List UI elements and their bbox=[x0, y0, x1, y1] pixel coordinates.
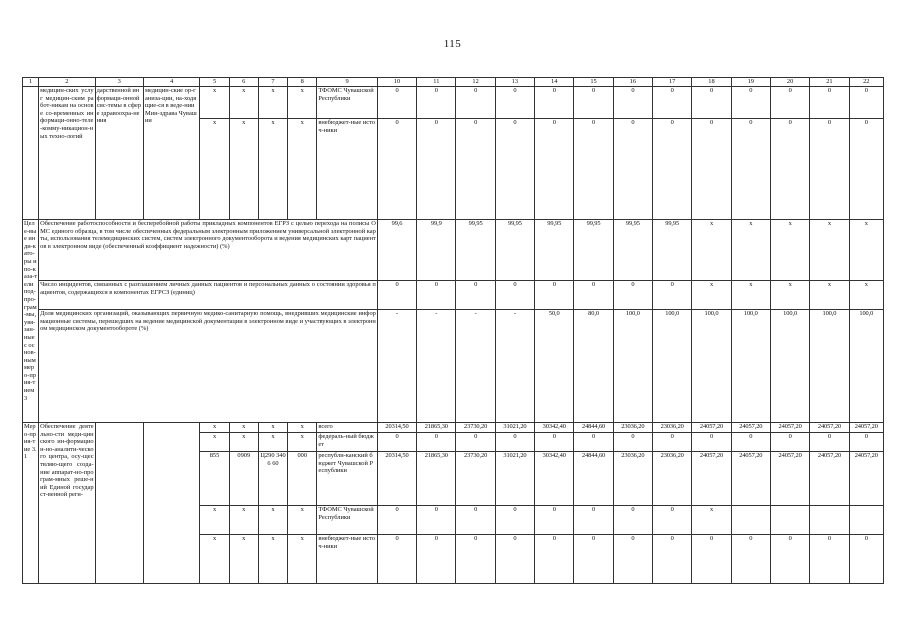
value-cell: 21865,30 bbox=[417, 423, 456, 433]
indicator-value-cell: 0 bbox=[535, 281, 574, 310]
value-cell: 0 bbox=[613, 119, 652, 220]
column-number-21: 21 bbox=[810, 78, 849, 87]
value-cell: 23036,20 bbox=[653, 423, 692, 433]
budget-code-cell: Ц290 3406 60 bbox=[258, 452, 287, 506]
value-cell: 0 bbox=[770, 119, 809, 220]
indicator-row bbox=[23, 281, 884, 310]
value-cell: 0 bbox=[653, 87, 692, 119]
column-number-20: 20 bbox=[770, 78, 809, 87]
value-cell: 0 bbox=[417, 119, 456, 220]
indicator-value-cell: 99,95 bbox=[495, 220, 534, 281]
indicator-value-cell: 0 bbox=[653, 281, 692, 310]
empty-cell bbox=[23, 87, 39, 220]
column-number-13: 13 bbox=[495, 78, 534, 87]
value-cell: 0 bbox=[535, 433, 574, 452]
budget-code-cell: x bbox=[288, 119, 317, 220]
indicators-label-cell: Целе-вые инди-като-ры и по-каза-тели под-про-грам-мы, увя-зан-ные с основ-ным меро-прия-тием 3 bbox=[23, 220, 39, 423]
value-cell: 0 bbox=[810, 87, 849, 119]
value-cell: 24844,60 bbox=[574, 452, 613, 506]
empty-cell bbox=[95, 423, 143, 584]
value-cell: 0 bbox=[849, 535, 883, 584]
funding-source-cell: ТФОМС Чувашской Республики bbox=[317, 506, 377, 535]
indicator-text-cell: Число инцидентов, связанных с разглашением личных данных пациентов и персональных данных о состоянии здоровья пациентов, содержащихся в компонентах ЕГРСЗ (единиц) bbox=[39, 281, 378, 310]
value-cell: 0 bbox=[495, 87, 534, 119]
value-cell: 0 bbox=[810, 119, 849, 220]
indicator-value-cell: - bbox=[417, 310, 456, 423]
indicator-text-cell: Обеспечение работоспособности и бесперебойной работы прикладных компонентов ЕГРЗ с целью перехода на полисы ОМС единого образца, в том числе обеспеченных федеральным электронным приложением универсальной электронной карты, использования телемедицинских систем, систем электронного документооборота и ведения медицинских карт пациентов в электронном виде (обеспеченный коэффициент надежности) (%) bbox=[39, 220, 378, 281]
value-cell: 0 bbox=[613, 87, 652, 119]
value-cell: 0 bbox=[692, 433, 731, 452]
value-cell: 0 bbox=[770, 433, 809, 452]
value-cell: 0 bbox=[613, 535, 652, 584]
event-label-cell: Меро-прия-тие 3.1 bbox=[23, 423, 39, 584]
indicator-value-cell: 99,95 bbox=[613, 220, 652, 281]
funding-source-cell: ТФОМС Чувашской Республики bbox=[317, 87, 377, 119]
event-row bbox=[23, 423, 884, 433]
column-number-19: 19 bbox=[731, 78, 770, 87]
value-cell: 23036,20 bbox=[613, 423, 652, 433]
indicator-value-cell: x bbox=[770, 220, 809, 281]
value-cell: 0 bbox=[456, 87, 495, 119]
budget-code-cell: x bbox=[258, 119, 287, 220]
indicator-row bbox=[23, 310, 884, 423]
indicator-value-cell: 0 bbox=[613, 281, 652, 310]
budget-code-cell: x bbox=[229, 433, 258, 452]
value-cell: 0 bbox=[495, 119, 534, 220]
column-number-4: 4 bbox=[143, 78, 199, 87]
value-cell: 0 bbox=[377, 506, 416, 535]
budget-code-cell: x bbox=[258, 535, 287, 584]
value-cell: 0 bbox=[613, 506, 652, 535]
participants-cell: медицин-ские ор-ганиза-ции, на-ходящие-ся в веде-нии Мин-здрава Чувашии bbox=[143, 87, 199, 220]
budget-code-cell: x bbox=[200, 433, 229, 452]
indicator-value-cell: x bbox=[810, 220, 849, 281]
budget-code-cell: x bbox=[288, 433, 317, 452]
budget-code-cell: x bbox=[200, 535, 229, 584]
value-cell: 0 bbox=[731, 119, 770, 220]
value-cell: 0 bbox=[417, 535, 456, 584]
funding-source-cell: федераль-ный бюджет bbox=[317, 433, 377, 452]
value-cell bbox=[849, 506, 883, 535]
indicator-value-cell: 100,0 bbox=[849, 310, 883, 423]
budget-code-cell: x bbox=[229, 506, 258, 535]
column-number-1: 1 bbox=[23, 78, 39, 87]
value-cell: 0 bbox=[731, 87, 770, 119]
budget-code-cell: x bbox=[200, 423, 229, 433]
value-cell: 0 bbox=[535, 119, 574, 220]
value-cell: 30342,40 bbox=[535, 423, 574, 433]
value-cell: 0 bbox=[495, 433, 534, 452]
value-cell: 24844,60 bbox=[574, 423, 613, 433]
column-number-2: 2 bbox=[39, 78, 95, 87]
value-cell: 23730,20 bbox=[456, 452, 495, 506]
value-cell: 0 bbox=[574, 535, 613, 584]
column-number-16: 16 bbox=[613, 78, 652, 87]
indicator-value-cell: - bbox=[377, 310, 416, 423]
value-cell bbox=[810, 506, 849, 535]
value-cell: 31021,20 bbox=[495, 452, 534, 506]
indicator-value-cell: x bbox=[770, 281, 809, 310]
column-number-22: 22 bbox=[849, 78, 883, 87]
indicator-value-cell: x bbox=[849, 281, 883, 310]
value-cell: 0 bbox=[653, 119, 692, 220]
value-cell: 20314,50 bbox=[377, 423, 416, 433]
value-cell: 0 bbox=[377, 87, 416, 119]
indicator-value-cell: 100,0 bbox=[731, 310, 770, 423]
empty-cell bbox=[143, 423, 199, 584]
value-cell: 0 bbox=[692, 119, 731, 220]
value-cell: 24057,20 bbox=[849, 423, 883, 433]
indicator-value-cell: 99,95 bbox=[574, 220, 613, 281]
indicator-value-cell: 100,0 bbox=[692, 310, 731, 423]
indicator-value-cell: 100,0 bbox=[653, 310, 692, 423]
budget-code-cell: x bbox=[200, 119, 229, 220]
budget-code-cell: x bbox=[288, 87, 317, 119]
budget-code-cell: x bbox=[258, 87, 287, 119]
budget-code-cell: x bbox=[229, 423, 258, 433]
value-cell: 0 bbox=[535, 87, 574, 119]
budget-code-cell: 000 bbox=[288, 452, 317, 506]
column-number-3: 3 bbox=[95, 78, 143, 87]
program-table-wrapper bbox=[22, 77, 884, 584]
value-cell: 23036,20 bbox=[653, 452, 692, 506]
value-cell: 0 bbox=[810, 433, 849, 452]
column-number-18: 18 bbox=[692, 78, 731, 87]
indicator-value-cell: x bbox=[731, 220, 770, 281]
column-number-17: 17 bbox=[653, 78, 692, 87]
value-cell: 0 bbox=[456, 433, 495, 452]
value-cell: 0 bbox=[377, 433, 416, 452]
budget-code-cell: x bbox=[200, 87, 229, 119]
value-cell: 0 bbox=[849, 433, 883, 452]
column-number-5: 5 bbox=[200, 78, 229, 87]
value-cell: 0 bbox=[535, 506, 574, 535]
indicator-value-cell: x bbox=[849, 220, 883, 281]
value-cell: 0 bbox=[417, 506, 456, 535]
value-cell: 0 bbox=[653, 535, 692, 584]
value-cell bbox=[731, 506, 770, 535]
value-cell: 24057,20 bbox=[731, 452, 770, 506]
budget-code-cell: x bbox=[258, 423, 287, 433]
indicator-value-cell: 100,0 bbox=[770, 310, 809, 423]
value-cell: 0 bbox=[495, 506, 534, 535]
value-cell: 24057,20 bbox=[692, 452, 731, 506]
value-cell: 0 bbox=[692, 535, 731, 584]
value-cell: 30342,40 bbox=[535, 452, 574, 506]
event-name-cell: Обеспечение деятельно-сти меди-цинского ин-формацион-но-аналити-ческого центра, осу-ществляю-щего созда-ние аппарат-но-програм-мных реше-ний Единой государст-венной реги- bbox=[39, 423, 95, 584]
indicator-value-cell: 99,95 bbox=[653, 220, 692, 281]
budget-code-cell: x bbox=[288, 423, 317, 433]
value-cell: 0 bbox=[770, 87, 809, 119]
value-cell: 0 bbox=[417, 87, 456, 119]
value-cell: 24057,20 bbox=[770, 423, 809, 433]
funding-source-cell: внебюджет-ные источ-ники bbox=[317, 119, 377, 220]
indicator-value-cell: 0 bbox=[417, 281, 456, 310]
funding-source-cell: республи-канский бюджет Чувашской Республики bbox=[317, 452, 377, 506]
budget-code-cell: x bbox=[200, 506, 229, 535]
column-number-6: 6 bbox=[229, 78, 258, 87]
column-number-12: 12 bbox=[456, 78, 495, 87]
indicator-value-cell: 80,0 bbox=[574, 310, 613, 423]
indicator-value-cell: 99,9 bbox=[417, 220, 456, 281]
budget-code-cell: x bbox=[229, 535, 258, 584]
value-cell: 0 bbox=[653, 433, 692, 452]
indicator-value-cell: x bbox=[810, 281, 849, 310]
indicator-value-cell: 0 bbox=[495, 281, 534, 310]
value-cell: 24057,20 bbox=[731, 423, 770, 433]
value-cell: x bbox=[692, 506, 731, 535]
table-body bbox=[23, 78, 884, 584]
responsible-cell: дарственной информаци-онной сис-темы в сфере здравоохра-нения bbox=[95, 87, 143, 220]
value-cell: 0 bbox=[692, 87, 731, 119]
value-cell: 0 bbox=[613, 433, 652, 452]
value-cell: 24057,20 bbox=[849, 452, 883, 506]
column-number-15: 15 bbox=[574, 78, 613, 87]
indicator-value-cell: - bbox=[456, 310, 495, 423]
indicator-value-cell: 99,95 bbox=[535, 220, 574, 281]
value-cell: 24057,20 bbox=[810, 452, 849, 506]
budget-code-cell: x bbox=[288, 535, 317, 584]
column-number-10: 10 bbox=[377, 78, 416, 87]
value-cell: 0 bbox=[849, 87, 883, 119]
value-cell: 0 bbox=[495, 535, 534, 584]
value-cell: 0 bbox=[574, 433, 613, 452]
indicator-value-cell: 0 bbox=[377, 281, 416, 310]
value-cell: 0 bbox=[535, 535, 574, 584]
value-cell: 0 bbox=[574, 87, 613, 119]
value-cell: 0 bbox=[574, 506, 613, 535]
value-cell: 24057,20 bbox=[692, 423, 731, 433]
indicator-value-cell: 50,0 bbox=[535, 310, 574, 423]
indicator-text-cell: Доля медицинских организаций, оказывающих первичную медико-санитарную помощь, внедривших медицинские информационные системы, перешедших на ведение медицинской документации в электронном виде и участвующих в электронном медицинском документообороте (%) bbox=[39, 310, 378, 423]
value-cell: 24057,20 bbox=[810, 423, 849, 433]
value-cell: 0 bbox=[456, 535, 495, 584]
indicator-value-cell: 0 bbox=[456, 281, 495, 310]
indicator-value-cell: x bbox=[692, 220, 731, 281]
funding-source-cell: внебюджет-ные источ-ники bbox=[317, 535, 377, 584]
value-cell: 0 bbox=[770, 535, 809, 584]
indicator-row bbox=[23, 220, 884, 281]
indicator-value-cell: 0 bbox=[574, 281, 613, 310]
column-number-9: 9 bbox=[317, 78, 377, 87]
budget-code-cell: 0909 bbox=[229, 452, 258, 506]
indicator-value-cell: 100,0 bbox=[613, 310, 652, 423]
indicator-value-cell: 99,6 bbox=[377, 220, 416, 281]
budget-code-cell: x bbox=[229, 87, 258, 119]
budget-code-cell: x bbox=[288, 506, 317, 535]
program-table bbox=[22, 77, 884, 584]
value-cell: 20314,50 bbox=[377, 452, 416, 506]
value-cell: 0 bbox=[653, 506, 692, 535]
indicator-value-cell: 99,95 bbox=[456, 220, 495, 281]
column-number-14: 14 bbox=[535, 78, 574, 87]
budget-code-cell: x bbox=[258, 433, 287, 452]
page-number: 115 bbox=[443, 38, 462, 50]
value-cell: 0 bbox=[810, 535, 849, 584]
measure-name-cell: медицин-ских услуг медицин-ским работ-никам на основе со-временных информаци-онно-теле-комму-никацион-ных техно-логий bbox=[39, 87, 95, 220]
value-cell: 23730,20 bbox=[456, 423, 495, 433]
value-cell: 0 bbox=[574, 119, 613, 220]
funding-source-cell: всего bbox=[317, 423, 377, 433]
indicator-value-cell: x bbox=[731, 281, 770, 310]
value-cell: 21865,30 bbox=[417, 452, 456, 506]
value-cell: 0 bbox=[417, 433, 456, 452]
column-number-7: 7 bbox=[258, 78, 287, 87]
value-cell: 0 bbox=[377, 535, 416, 584]
value-cell: 0 bbox=[849, 119, 883, 220]
value-cell: 0 bbox=[731, 433, 770, 452]
header-row bbox=[23, 78, 884, 87]
table-row bbox=[23, 87, 884, 119]
value-cell: 24057,20 bbox=[770, 452, 809, 506]
budget-code-cell: 855 bbox=[200, 452, 229, 506]
value-cell: 0 bbox=[731, 535, 770, 584]
value-cell: 23036,20 bbox=[613, 452, 652, 506]
indicator-value-cell: 100,0 bbox=[810, 310, 849, 423]
budget-code-cell: x bbox=[229, 119, 258, 220]
value-cell bbox=[770, 506, 809, 535]
value-cell: 0 bbox=[456, 119, 495, 220]
indicator-value-cell: x bbox=[692, 281, 731, 310]
budget-code-cell: x bbox=[258, 506, 287, 535]
value-cell: 31021,20 bbox=[495, 423, 534, 433]
value-cell: 0 bbox=[456, 506, 495, 535]
value-cell: 0 bbox=[377, 119, 416, 220]
indicator-value-cell: - bbox=[495, 310, 534, 423]
column-number-8: 8 bbox=[288, 78, 317, 87]
column-number-11: 11 bbox=[417, 78, 456, 87]
